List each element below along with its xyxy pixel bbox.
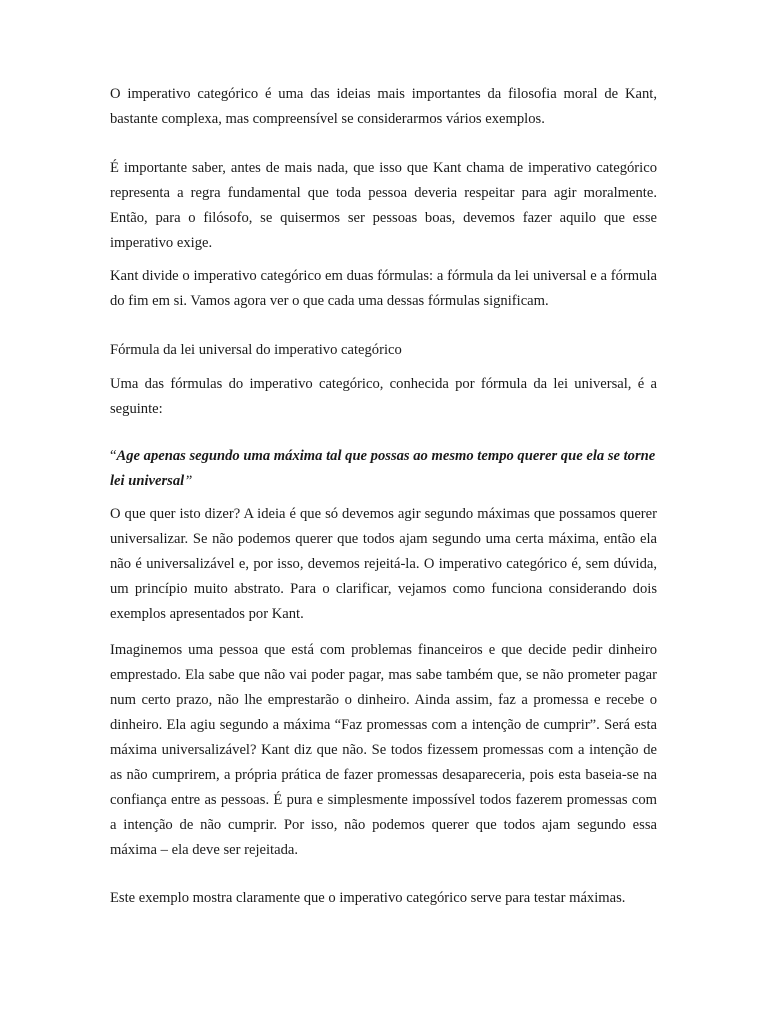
document-page <box>110 82 657 911</box>
paragraph-formula-intro: Uma das fórmulas do imperativo categórico, conhecida por fórmula da lei universal, é a seguinte: <box>110 376 657 417</box>
paragraph-example: Imaginemos uma pessoa que está com problemas financeiros e que decide pedir dinheiro emprestado. Ela sabe que não vai poder pagar, mas sabe também que, se não prometer pagar num certo prazo, não lhe emprestarão o dinheiro. Ainda assim, faz a promessa e recebe o dinheiro. Ela agiu segundo a máxima “Faz promessas com a intenção de cumprir”. Será esta máxima universalizável? Kant diz que não. Se todos fizessem promessas com a intenção de as não cumprirem, a própria prática de fazer promessas desapareceria, pois esta baseia-se na confiança entre as pessoas. É pura e simplesmente impossível todos fazerem promessas com a intenção de não cumprir. Por isso, não podemos querer que todos ajam segundo essa máxima – ela deve ser rejeitada. <box>110 642 657 858</box>
paragraph-conclusion: Este exemplo mostra claramente que o imperativo categórico serve para testar máximas. <box>110 890 626 906</box>
paragraph-importance: É importante saber, antes de mais nada, que isso que Kant chama de imperativo categórico representa a regra fundamental que toda pessoa deveria respeitar para agir moralmente. Então, para o filósofo, se quisermos ser pessoas boas, devemos fazer aquilo que esse imperativo exige. <box>110 160 657 251</box>
block-quote <box>110 444 657 494</box>
section-heading: Fórmula da lei universal do imperativo categórico <box>110 342 402 358</box>
quote-close-mark: ” <box>184 473 193 489</box>
quote-text: Age apenas segundo uma máxima tal que possas ao mesmo tempo querer que ela se torne lei universal <box>110 448 656 489</box>
paragraph-intro: O imperativo categórico é uma das ideias mais importantes da filosofia moral de Kant, bastante complexa, mas compreensível se considerarmos vários exemplos. <box>110 86 657 127</box>
quote-open-mark: “ <box>110 448 117 464</box>
paragraph-explanation: O que quer isto dizer? A ideia é que só devemos agir segundo máximas que possamos querer universalizar. Se não podemos querer que todos ajam segundo uma certa máxima, então ela não é universalizável e, por isso, devemos rejeitá-la. O imperativo categórico é, sem dúvida, um princípio muito abstrato. Para o clarificar, vejamos como funciona considerando dois exemplos apresentados por Kant. <box>110 506 657 622</box>
paragraph-formulas: Kant divide o imperativo categórico em duas fórmulas: a fórmula da lei universal e a fórmula do fim em si. Vamos agora ver o que cada uma dessas fórmulas significam. <box>110 268 657 309</box>
